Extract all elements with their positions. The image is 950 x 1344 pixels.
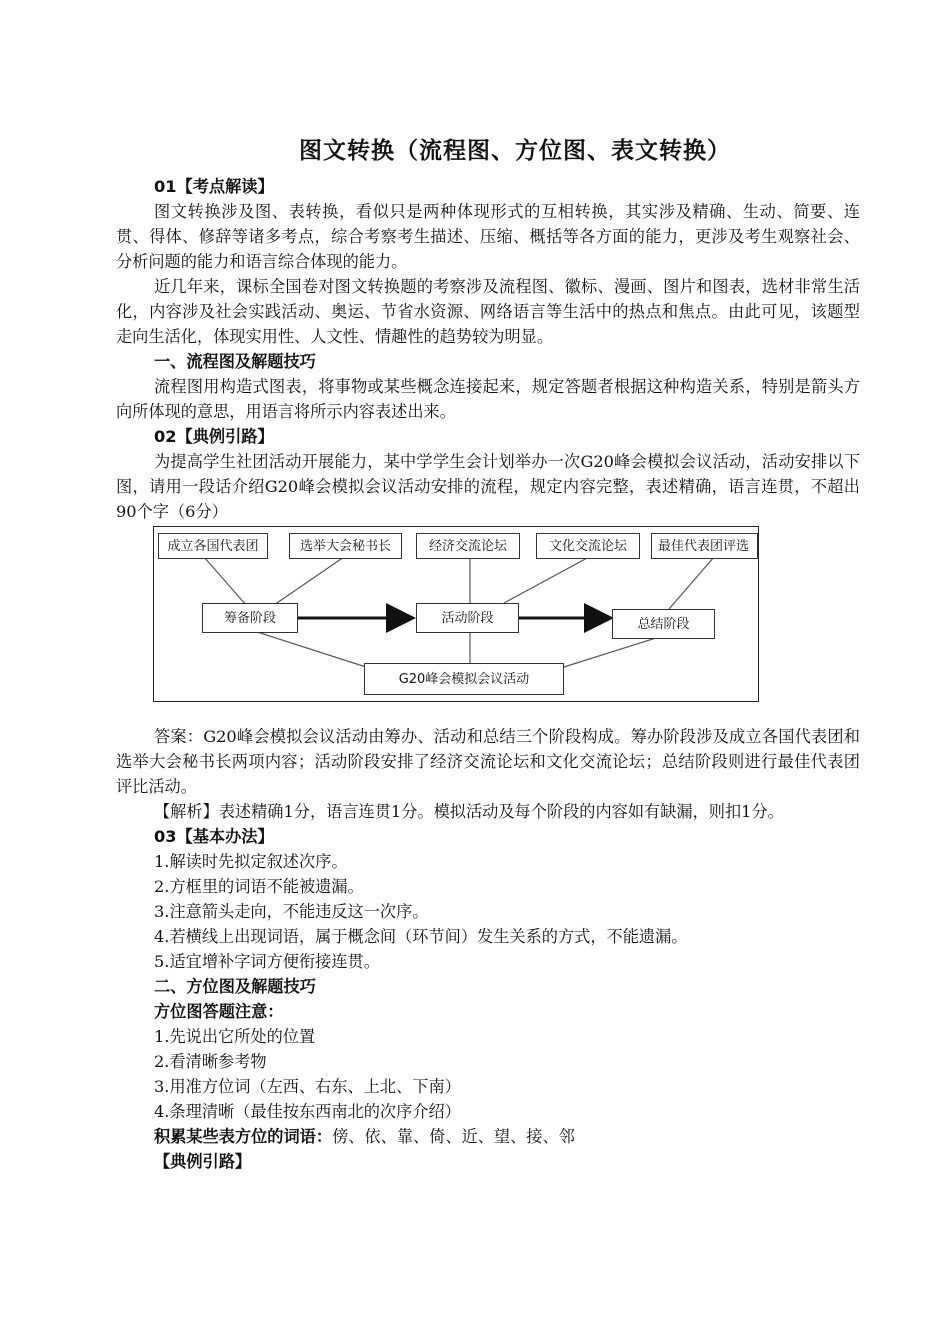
node-form-delegations: 成立各国代表团 [158,533,268,559]
section-heading-02: 02【典例引路】 [154,427,274,446]
connector-line [504,557,589,603]
list-item: 2.看清晰参考物 [154,1052,267,1071]
paragraph: 流程图用构造式图表，将事物或某些概念连接起来，规定答题者根据这种构造关系，特别是箭头方向所体现的意思，用语言将所示内容表述出来。 [116,377,860,421]
page-title: 图文转换（流程图、方位图、表文转换） [299,138,731,164]
connector-line [564,637,659,667]
list-item: 1.解读时先拟定叙述次序。 [154,852,348,871]
node-stage-preparation: 筹备阶段 [202,603,298,633]
section-heading-03: 03【基本办法】 [154,827,274,846]
document-body [116,174,860,1174]
paragraph: 近几年来，课标全国卷对图文转换题的考察涉及流程图、徽标、漫画、图片和图表，选材非常生活化，内容涉及社会实践活动、奥运、节省水资源、网络语言等生活中的热点和焦点。由此可见，该题型走向生活化，体现实用性、人文性、情趣性的趋势较为明显。 [116,277,860,346]
section-heading-flowchart: 一、流程图及解题技巧 [154,352,316,371]
connector-line [204,557,246,605]
list-item: 1.先说出它所处的位置 [154,1027,316,1046]
list-item: 4.若横线上出现词语，属于概念间（环节间）发生关系的方式，不能遗漏。 [154,927,688,946]
section-heading-01: 01【考点解读】 [154,177,274,196]
connector-line [669,557,714,609]
accumulate-line [116,1124,860,1149]
accumulate-words: 傍、依、靠、倚、近、望、接、邻 [332,1127,575,1146]
node-stage-summary: 总结阶段 [612,609,715,639]
node-culture-forum: 文化交流论坛 [536,533,640,559]
paragraph: 为提高学生社团活动开展能力，某中学学生会计划举办一次G20峰会模拟会议活动，活动安排以下图，请用一段话介绍G20峰会模拟会议活动安排的流程，规定内容完整，表述精确，语言连贯，不超出90个字（6分） [116,452,860,521]
section-heading-location: 二、方位图及解题技巧 [154,977,316,996]
list-item: 4.条理清晰（最佳按东西南北的次序介绍） [154,1102,461,1121]
paragraph: 图文转换涉及图、表转换，看似只是两种体现形式的互相转换，其实涉及精确、生动、简要、连贯、得体、修辞等诸多考点，综合考察考生描述、压缩、概括等各方面的能力，更涉及考生观察社会、分析问题的能力和语言综合体现的能力。 [116,202,860,271]
connector-line [274,557,344,605]
node-stage-activity: 活动阶段 [416,603,519,633]
node-elect-secretary: 选举大会秘书长 [289,533,402,559]
analysis-paragraph: 【解析】表述精确1分，语言连贯1分。模拟活动及每个阶段的内容如有缺漏，则扣1分。 [154,802,784,821]
list-item: 3.用准方位词（左西、右东、上北、下南） [154,1077,461,1096]
subheading-notes: 方位图答题注意： [154,1002,284,1021]
node-best-delegation: 最佳代表团评选 [651,533,758,559]
section-heading-example: 【典例引路】 [154,1152,252,1171]
list-item: 5.适宜增补字词方便衔接连贯。 [154,952,380,971]
flowchart-figure [153,526,759,702]
node-economic-forum: 经济交流论坛 [416,533,520,559]
list-item: 2.方框里的词语不能被遗漏。 [154,877,364,896]
list-item: 3.注意箭头走向，不能违反这一次序。 [154,902,429,921]
accumulate-label: 积累某些表方位的词语： [154,1127,333,1146]
connector-line [254,631,366,667]
node-g20-activity: G20峰会模拟会议活动 [364,663,564,695]
answer-paragraph: 答案：G20峰会模拟会议活动由筹办、活动和总结三个阶段构成。筹办阶段涉及成立各国代表团和选举大会秘书长两项内容；活动阶段安排了经济交流论坛和文化交流论坛；总结阶段则进行最佳代表团评比活动。 [116,727,860,796]
